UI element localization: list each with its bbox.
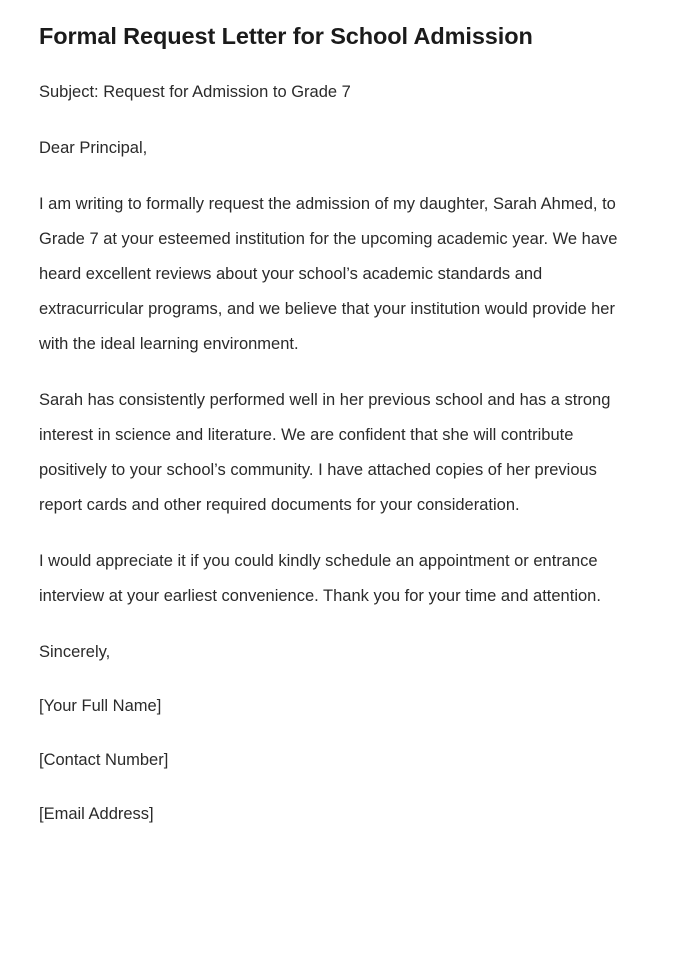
closing: Sincerely, [39, 643, 111, 662]
body-paragraph-1: I am writing to formally request the admission of my daughter, Sarah Ahmed, to Grade 7 at your esteemed institution for the upcoming academic year. We have heard excellent reviews about your school’s academic standards and extracurricular programs, and we believe that your institution would provide her with the ideal learning environment. [39, 195, 618, 354]
signature-field-email: [Email Address] [39, 805, 154, 824]
body-paragraph-3: I would appreciate it if you could kindly schedule an appointment or entrance interview at your earliest convenience. Thank you for your time and attention. [39, 552, 601, 606]
signature-field-name: [Your Full Name] [39, 697, 162, 716]
subject-line: Subject: Request for Admission to Grade 7 [39, 83, 351, 102]
signature-field-contact: [Contact Number] [39, 751, 169, 770]
body-paragraph-2: Sarah has consistently performed well in her previous school and has a strong interest in science and literature. We are confident that she will contribute positively to your school’s community. I have attached copies of her previous report cards and other required documents for your consideration. [39, 391, 611, 515]
salutation: Dear Principal, [39, 139, 148, 158]
page-title: Formal Request Letter for School Admission [39, 23, 533, 49]
